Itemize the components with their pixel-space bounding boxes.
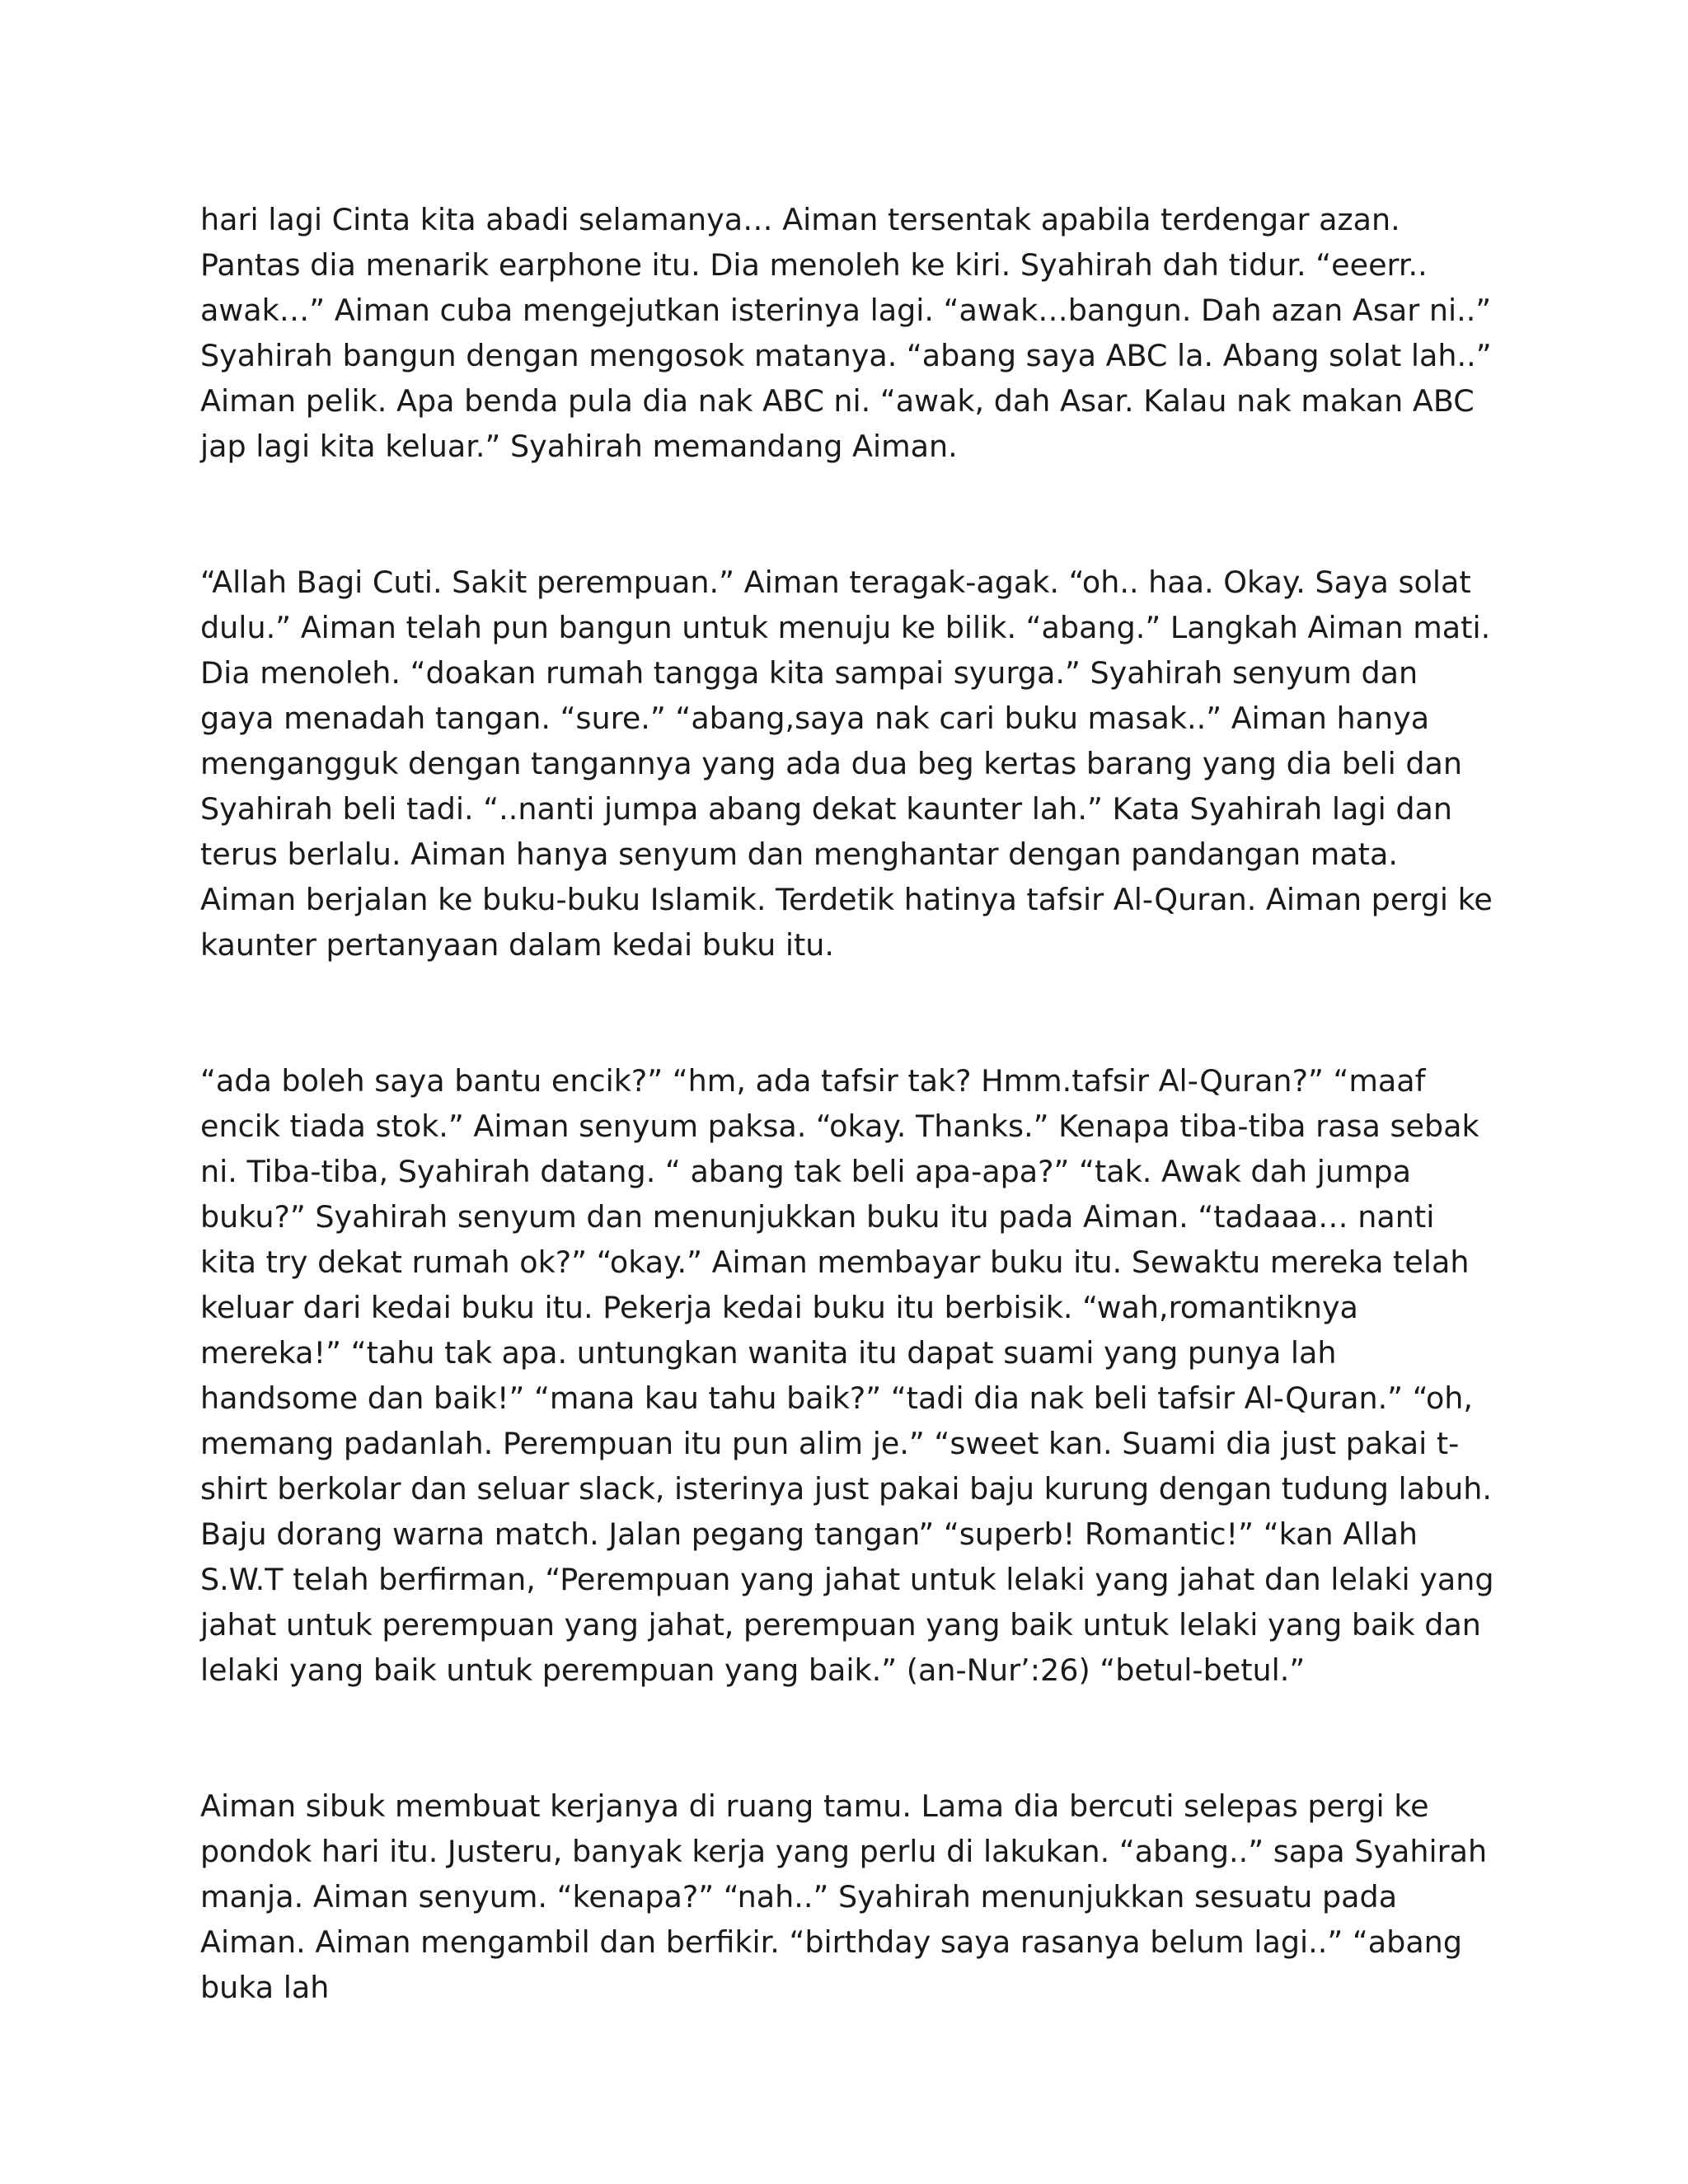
paragraph-1: hari lagi Cinta kita abadi selamanya… Aiman tersentak apabila terdengar azan. Pantas dia menarik earphone itu. Dia menoleh ke kiri. Syahirah dah tidur. “eeerr.. awak…” Aiman cuba mengejutkan isterinya lagi. “awak…bangun. Dah azan Asar ni..” Syahirah bangun dengan mengosok matanya. “abang saya ABC la. Abang solat lah..” Aiman pelik. Apa benda pula dia nak ABC ni. “awak, dah Asar. Kalau nak makan ABC jap lagi kita keluar.” Syahirah memandang Aiman. [200, 202, 1492, 464]
document-body [200, 197, 1494, 2101]
paragraph-3: “ada boleh saya bantu encik?” “hm, ada tafsir tak? Hmm.tafsir Al-Quran?” “maaf encik tiada stok.” Aiman senyum paksa. “okay. Thanks.” Kenapa tiba-tiba rasa sebak ni. Tiba-tiba, Syahirah datang. “ abang tak beli apa-apa?” “tak. Awak dah jumpa buku?” Syahirah senyum dan menunjukkan buku itu pada Aiman. “tadaaa… nanti kita try dekat rumah ok?” “okay.” Aiman membayar buku itu. Sewaktu mereka telah keluar dari kedai buku itu. Pekerja kedai buku itu berbisik. “wah,romantiknya mereka!” “tahu tak apa. untungkan wanita itu dapat suami yang punya lah handsome dan baik!” “mana kau tahu baik?” “tadi dia nak beli tafsir Al-Quran.” “oh, memang padanlah. Perempuan itu pun alim je.” “sweet kan. Suami dia just pakai t-shirt berkolar dan seluar slack, isterinya just pakai baju kurung dengan tudung labuh. Baju dorang warna match. Jalan pegang tangan” “superb! Romantic!” “kan Allah S.W.T telah berfirman, “Perempuan yang jahat untuk lelaki yang jahat dan lelaki yang jahat untuk perempuan yang jahat, perempuan yang baik untuk lelaki yang baik dan lelaki yang baik untuk perempuan yang baik.” (an-Nur’:26) “betul-betul.” [200, 1063, 1494, 1688]
paragraph-2: “Allah Bagi Cuti. Sakit perempuan.” Aiman teragak-agak. “oh.. haa. Okay. Saya solat dulu.” Aiman telah pun bangun untuk menuju ke bilik. “abang.” Langkah Aiman mati. Dia menoleh. “doakan rumah tangga kita sampai syurga.” Syahirah senyum dan gaya menadah tangan. “sure.” “abang,saya nak cari buku masak..” Aiman hanya mengangguk dengan tangannya yang ada dua beg kertas barang yang dia beli dan Syahirah beli tadi. “..nanti jumpa abang dekat kaunter lah.” Kata Syahirah lagi dan terus berlalu. Aiman hanya senyum dan menghantar dengan pandangan mata. Aiman berjalan ke buku-buku Islamik. Terdetik hatinya tafsir Al-Quran. Aiman pergi ke kaunter pertanyaan dalam kedai buku itu. [200, 565, 1493, 963]
paragraph-4: Aiman sibuk membuat kerjanya di ruang tamu. Lama dia bercuti selepas pergi ke pondok hari itu. Justeru, banyak kerja yang perlu di lakukan. “abang..” sapa Syahirah manja. Aiman senyum. “kenapa?” “nah..” Syahirah menunjukkan sesuatu pada Aiman. Aiman mengambil dan berfikir. “birthday saya rasanya belum lagi..” “abang buka lah [200, 1788, 1488, 2005]
